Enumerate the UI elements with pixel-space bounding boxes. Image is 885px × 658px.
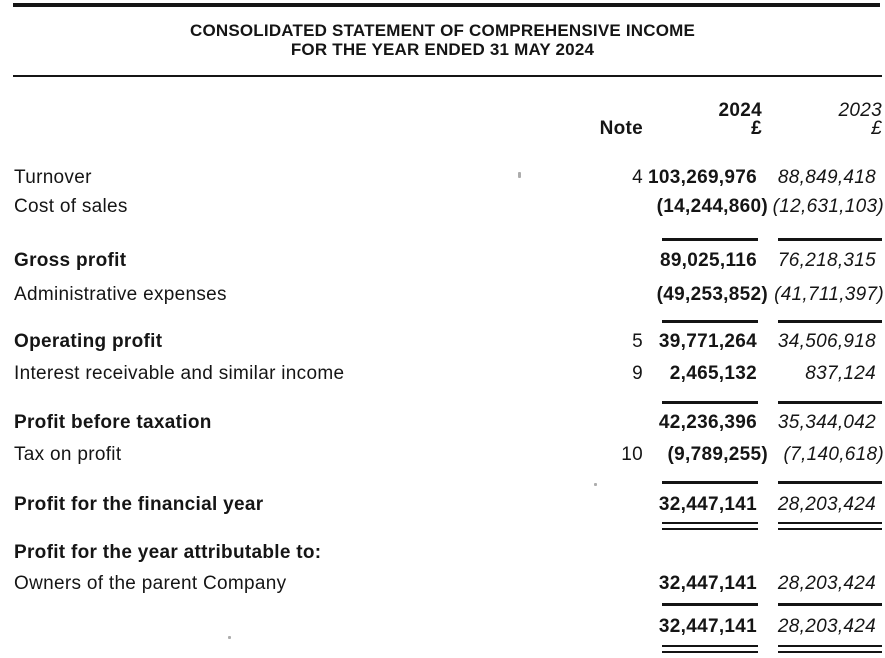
row-cost-of-sales bbox=[0, 193, 885, 221]
total-double-rule-current bbox=[662, 645, 758, 653]
current-currency-header: £ bbox=[751, 118, 762, 139]
row-label: Operating profit bbox=[14, 331, 163, 352]
prior-year-value: 28,203,424 bbox=[777, 616, 876, 637]
scan-speck bbox=[228, 636, 231, 639]
row-label: Profit for the year attributable to: bbox=[14, 542, 322, 563]
prior-year-value: 34,506,918 bbox=[777, 331, 876, 352]
current-year-header: 2024 bbox=[718, 100, 762, 121]
row-turnover bbox=[0, 164, 885, 192]
current-year-value: 103,269,976 bbox=[648, 167, 757, 188]
subtotal-rule-current bbox=[662, 481, 758, 484]
subtotal-rule-prior bbox=[778, 603, 882, 606]
subtotal-rule-prior bbox=[778, 401, 882, 404]
row-interest-receivable bbox=[0, 360, 885, 388]
row-label: Profit before taxation bbox=[14, 412, 212, 433]
prior-currency-header: £ bbox=[871, 118, 882, 139]
top-page-rule bbox=[13, 3, 880, 7]
row-attributable-total bbox=[0, 613, 885, 641]
row-label: Profit for the financial year bbox=[14, 494, 264, 515]
row-profit-before-taxation bbox=[0, 409, 885, 437]
current-year-value: 32,447,141 bbox=[658, 573, 757, 594]
subtotal-rule-prior bbox=[778, 238, 882, 241]
row-operating-profit bbox=[0, 328, 885, 356]
subtotal-rule-current bbox=[662, 238, 758, 241]
prior-year-value: (12,631,103) bbox=[772, 196, 884, 217]
title-underline-rule bbox=[13, 75, 882, 77]
prior-year-value: 35,344,042 bbox=[777, 412, 876, 433]
current-year-value: (49,253,852) bbox=[656, 284, 768, 305]
subtotal-rule-prior bbox=[778, 320, 882, 323]
subtotal-rule-current bbox=[662, 401, 758, 404]
statement-title-line1: CONSOLIDATED STATEMENT OF COMPREHENSIVE INCOME bbox=[189, 21, 696, 40]
prior-year-header: 2023 bbox=[838, 100, 882, 121]
current-year-value: 42,236,396 bbox=[658, 412, 757, 433]
statement-title-line2: FOR THE YEAR ENDED 31 MAY 2024 bbox=[290, 40, 595, 59]
note-column-header: Note bbox=[599, 118, 643, 139]
prior-year-value: (7,140,618) bbox=[783, 444, 884, 465]
total-double-rule-current bbox=[662, 522, 758, 530]
row-tax-on-profit bbox=[0, 441, 885, 469]
row-label: Turnover bbox=[14, 167, 92, 188]
scan-speck bbox=[518, 172, 521, 178]
row-owners-of-parent bbox=[0, 570, 885, 598]
row-administrative-expenses bbox=[0, 281, 885, 309]
note-ref: 4 bbox=[632, 167, 643, 188]
scan-speck bbox=[594, 483, 597, 486]
column-unit-header-row bbox=[0, 115, 885, 143]
note-ref: 5 bbox=[632, 331, 643, 352]
current-year-value: (9,789,255) bbox=[667, 444, 768, 465]
current-year-value: 32,447,141 bbox=[658, 494, 757, 515]
current-year-value: 89,025,116 bbox=[659, 250, 757, 271]
total-double-rule-prior bbox=[778, 645, 882, 653]
prior-year-value: 28,203,424 bbox=[777, 494, 876, 515]
total-double-rule-prior bbox=[778, 522, 882, 530]
row-attributable-heading bbox=[0, 539, 885, 567]
row-label: Administrative expenses bbox=[14, 284, 227, 305]
current-year-value: (14,244,860) bbox=[656, 196, 768, 217]
row-label: Tax on profit bbox=[14, 444, 122, 465]
row-gross-profit bbox=[0, 247, 885, 275]
subtotal-rule-prior bbox=[778, 481, 882, 484]
row-profit-for-financial-year bbox=[0, 491, 885, 519]
prior-year-value: 76,218,315 bbox=[777, 250, 876, 271]
page-title bbox=[0, 21, 885, 59]
current-year-value: 39,771,264 bbox=[658, 331, 757, 352]
row-label: Gross profit bbox=[14, 250, 127, 271]
note-ref: 9 bbox=[632, 363, 643, 384]
prior-year-value: 88,849,418 bbox=[777, 167, 876, 188]
prior-year-value: 28,203,424 bbox=[777, 573, 876, 594]
subtotal-rule-current bbox=[662, 603, 758, 606]
row-label: Owners of the parent Company bbox=[14, 573, 287, 594]
subtotal-rule-current bbox=[662, 320, 758, 323]
prior-year-value: (41,711,397) bbox=[774, 284, 884, 305]
row-label: Cost of sales bbox=[14, 196, 128, 217]
current-year-value: 32,447,141 bbox=[658, 616, 757, 637]
prior-year-value: 837,124 bbox=[805, 363, 876, 384]
row-label: Interest receivable and similar income bbox=[14, 363, 345, 384]
current-year-value: 2,465,132 bbox=[669, 363, 757, 384]
note-ref: 10 bbox=[621, 444, 643, 465]
